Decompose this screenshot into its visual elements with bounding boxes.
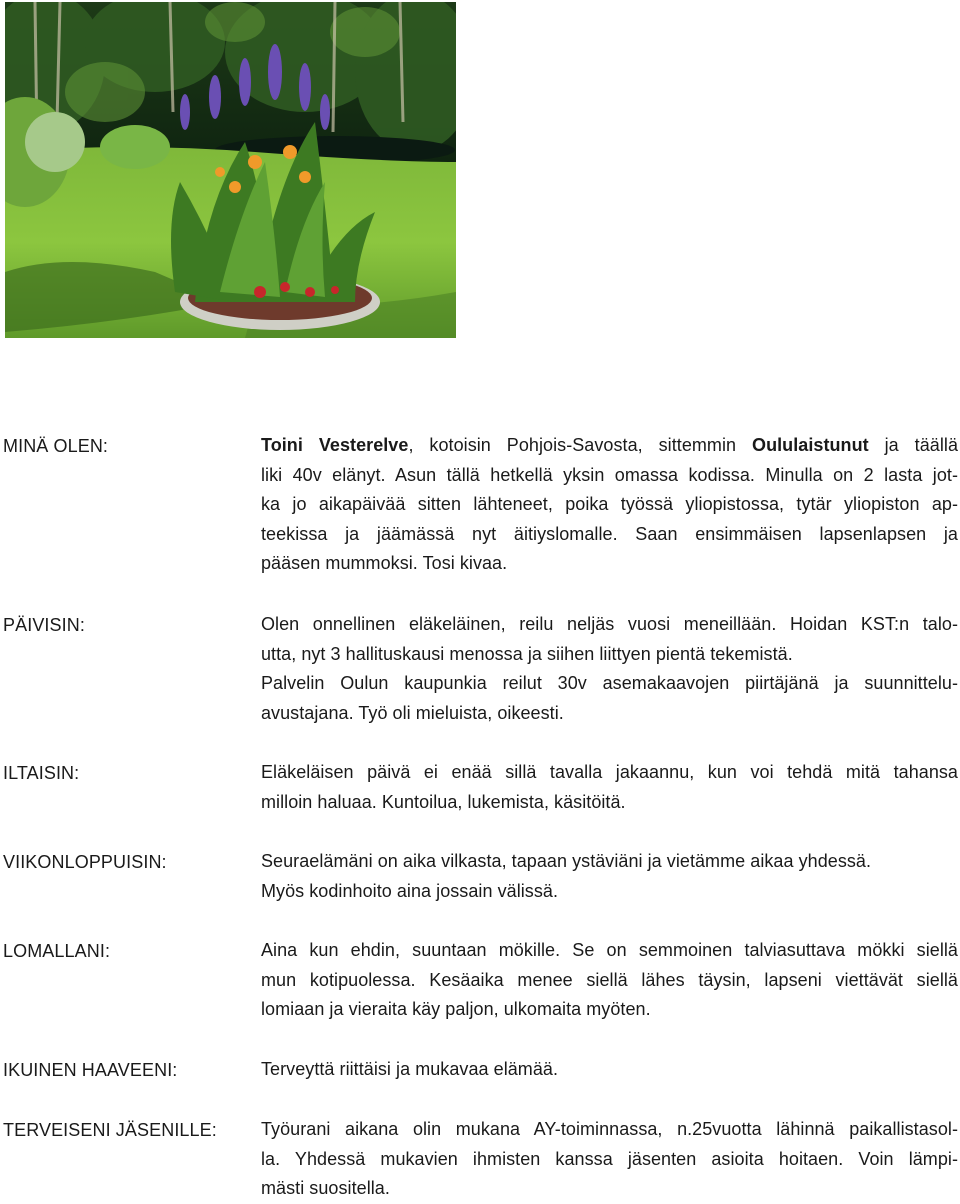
paragraph-line [261,788,958,818]
text-segment: la. Yhdessä mukavien ihmisten kanssa jäsenten asioita hoitaen. Voin lämpi- [261,1148,958,1169]
text-segment: pääsen mummoksi. Tosi kivaa. [261,553,508,574]
paragraph-line [261,699,958,729]
paragraph-line [261,1174,958,1204]
section-text [261,847,958,906]
text-segment: avustajana. Työ oli mieluista, oikeesti. [261,702,564,723]
section-text [261,431,958,579]
text-segment: Terveyttä riittäisi ja mukavaa elämää. [261,1059,559,1079]
paragraph-line [261,877,958,907]
section-text [261,610,958,728]
section-label: TERVEISENI JÄSENILLE: [3,1120,217,1140]
text-segment: ka jo aikapäivää sitten lähteneet, poika työssä yliopistossa, tytär yliopiston ap- [261,494,958,515]
garden-photo [5,2,456,338]
section-text [261,1115,958,1204]
paragraph-line [261,431,958,461]
text-segment: Myös kodinhoito aina jossain välissä. [261,880,559,901]
paragraph-line [261,1055,958,1085]
paragraph-line [261,758,958,788]
text-segment: mun kotipuolessa. Kesäaika menee siellä lähes täysin, lapseni viettävät siellä [261,969,958,990]
text-segment: , kotoisin Pohjois-Savosta, sittemmin [408,435,753,455]
paragraph-line [261,847,958,877]
paragraph-line [261,936,958,966]
section-label: IKUINEN HAAVEENI: [3,1060,178,1080]
paragraph-line [261,669,958,699]
paragraph-line [261,549,958,579]
text-segment: Olen onnellinen eläkeläinen, reilu neljäs vuosi meneillään. Hoidan KST:n talo- [261,614,958,634]
paragraph-line [261,966,958,996]
text-segment: teekissa ja jäämässä nyt äitiyslomalle. Saan ensimmäisen lapsenlapsen ja [261,523,958,544]
text-segment: utta, nyt 3 hallituskausi menossa ja siihen liittyen pientä tekemistä. [261,643,793,664]
text-segment: Aina kun ehdin, suuntaan mökille. Se on semmoinen talviasuttava mökki siellä [261,940,958,960]
paragraph-line [261,461,958,491]
paragraph-line [261,640,958,670]
section-label: ILTAISIN: [3,763,80,783]
section-label: MINÄ OLEN: [3,436,109,456]
paragraph-line [261,1145,958,1175]
text-segment: Palvelin Oulun kaupunkia reilut 30v asemakaavojen piirtäjänä ja suunnittelu- [261,673,958,694]
text-segment: Seuraelämäni on aika vilkasta, tapaan ystäviäni ja vietämme aikaa yhdessä. [261,851,872,871]
paragraph-line [261,995,958,1025]
section-label: VIIKONLOPPUISIN: [3,852,167,872]
paragraph-line [261,1115,958,1145]
paragraph-line [261,490,958,520]
section-text [261,758,958,817]
bold-text: Oululaistunut [752,435,869,455]
text-segment: lomiaan ja vieraita käy paljon, ulkomaita myöten. [261,999,651,1020]
text-segment: milloin haluaa. Kuntoilua, lukemista, käsitöitä. [261,791,626,812]
section-text [261,936,958,1025]
text-segment: Työurani aikana olin mukana AY-toiminnassa, n.25vuotta lähinnä paikallistasol- [261,1119,958,1139]
section-label: PÄIVISIN: [3,615,85,635]
text-segment: Eläkeläisen päivä ei enää sillä tavalla jakaannu, kun voi tehdä mitä tahansa [261,762,958,782]
paragraph-line [261,610,958,640]
section-label: LOMALLANI: [3,941,111,961]
section-text [261,1055,958,1085]
paragraph-line [261,520,958,550]
text-segment: liki 40v elänyt. Asun tällä hetkellä yksin omassa kodissa. Minulla on 2 lasta jot- [261,464,958,485]
text-segment: mästi suositella. [261,1178,390,1199]
text-segment: ja täällä [868,435,959,455]
bold-text: Toini Vesterelve [261,435,409,455]
